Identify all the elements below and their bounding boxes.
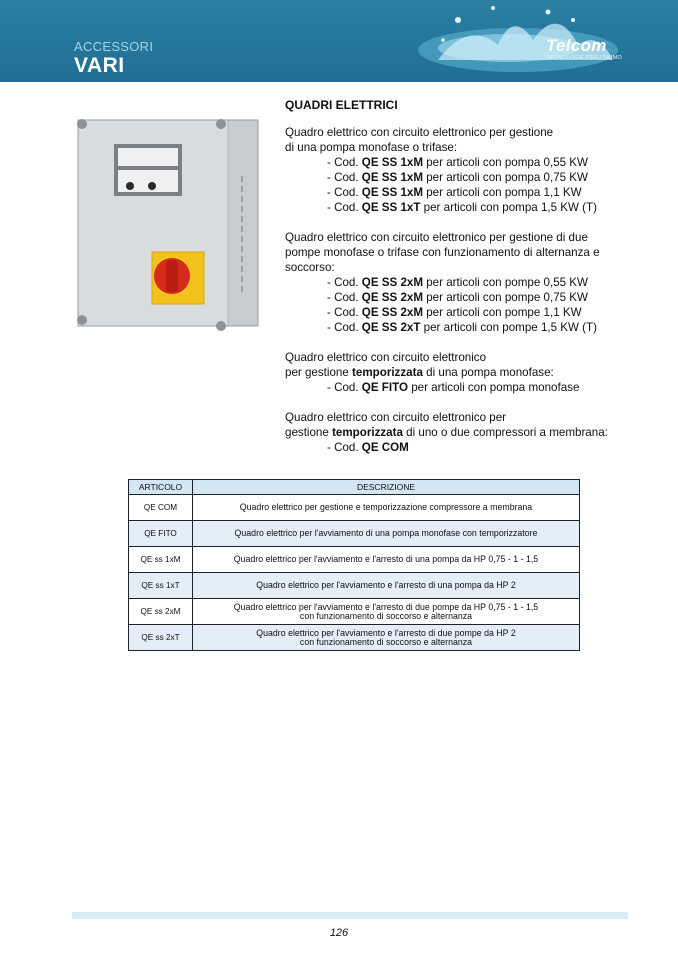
article-description: Quadro elettrico per gestione e temporizzazione compressore a membrana <box>193 495 580 521</box>
block-fito <box>285 350 630 395</box>
block-compressor <box>285 410 630 455</box>
code-item: - Cod. QE SS 2xM per articoli con pompe 0,75 KW <box>327 291 588 304</box>
article-description: Quadro elettrico per l'avviamento e l'arresto di due pompe da HP 2 con funzionamento di soccorso e alternanza <box>193 625 580 651</box>
code-item: - Cod. QE SS 1xM per articoli con pompa 0,55 KW <box>327 156 588 169</box>
telcom-logo <box>546 36 632 61</box>
category-label: ACCESSORI <box>74 39 154 54</box>
code-list <box>285 380 630 395</box>
intro-line: soccorso: <box>285 261 335 274</box>
code-item: - Cod. QE SS 2xM per articoli con pompe 0,55 KW <box>327 276 588 289</box>
subcategory-title: VARI <box>74 54 125 77</box>
intro-line: Quadro elettrico con circuito elettronico <box>285 351 487 364</box>
article-description: Quadro elettrico per l'avviamento e l'arresto di una pompa da HP 0,75 - 1 - 1,5 <box>193 547 580 573</box>
footer-bar <box>72 912 628 919</box>
block-single-pump <box>285 125 630 215</box>
table-row <box>129 521 580 547</box>
table-row <box>129 547 580 573</box>
control-panel-image <box>72 116 268 334</box>
logo-tagline: TECNOLOGIE PER L'UOMO <box>546 55 622 61</box>
intro-line: Quadro elettrico con circuito elettronico per <box>285 411 507 424</box>
article-code: QE FITO <box>129 521 193 547</box>
code-item: - Cod. QE COM <box>327 441 409 454</box>
intro-line: pompe monofase o trifase con funzionamento di alternanza e <box>285 246 600 259</box>
code-item: - Cod. QE SS 1xM per articoli con pompa 0,75 KW <box>327 171 588 184</box>
code-item: - Cod. QE FITO per articoli con pompa monofase <box>327 381 580 394</box>
product-description <box>285 98 630 470</box>
code-item: - Cod. QE SS 2xM per articoli con pompe 1,1 KW <box>327 306 582 319</box>
code-list <box>285 155 630 215</box>
intro-line: per gestione temporizzata di una pompa monofase: <box>285 366 554 379</box>
code-item: - Cod. QE SS 1xT per articoli con pompa 1,5 KW (T) <box>327 201 597 214</box>
section-title: QUADRI ELETTRICI <box>285 98 398 112</box>
code-list <box>285 275 630 335</box>
table-row <box>129 495 580 521</box>
header-band <box>0 0 678 82</box>
code-list <box>285 440 630 455</box>
block-two-pumps <box>285 230 630 335</box>
intro-line: gestione temporizzata di uno o due compressori a membrana: <box>285 426 608 439</box>
intro-line: Quadro elettrico con circuito elettronico per gestione di due <box>285 231 588 244</box>
page-number: 126 <box>329 927 349 939</box>
intro-line: Quadro elettrico con circuito elettronico per gestione <box>285 126 554 139</box>
column-header-articolo: ARTICOLO <box>129 480 193 495</box>
article-code: QE ss 2xT <box>129 625 193 651</box>
column-header-descrizione: DESCRIZIONE <box>193 480 580 495</box>
table-row <box>129 625 580 651</box>
table-row <box>129 599 580 625</box>
article-code: QE COM <box>129 495 193 521</box>
article-description: Quadro elettrico per l'avviamento di una pompa monofase con temporizzatore <box>193 521 580 547</box>
article-code: QE ss 1xT <box>129 573 193 599</box>
logo-text: Telcom <box>546 36 607 55</box>
article-code: QE ss 2xM <box>129 599 193 625</box>
code-item: - Cod. QE SS 2xT per articoli con pompe 1,5 KW (T) <box>327 321 597 334</box>
articles-table <box>128 479 580 651</box>
code-item: - Cod. QE SS 1xM per articoli con pompa 1,1 KW <box>327 186 582 199</box>
intro-line: di una pompa monofase o trifase: <box>285 141 458 154</box>
table-row <box>129 573 580 599</box>
article-code: QE ss 1xM <box>129 547 193 573</box>
article-description: Quadro elettrico per l'avviamento e l'arresto di una pompa da HP 2 <box>193 573 580 599</box>
article-description: Quadro elettrico per l'avviamento e l'arresto di due pompe da HP 0,75 - 1 - 1,5 con funzionamento di soccorso e alternanza <box>193 599 580 625</box>
table-header-row <box>129 480 580 495</box>
